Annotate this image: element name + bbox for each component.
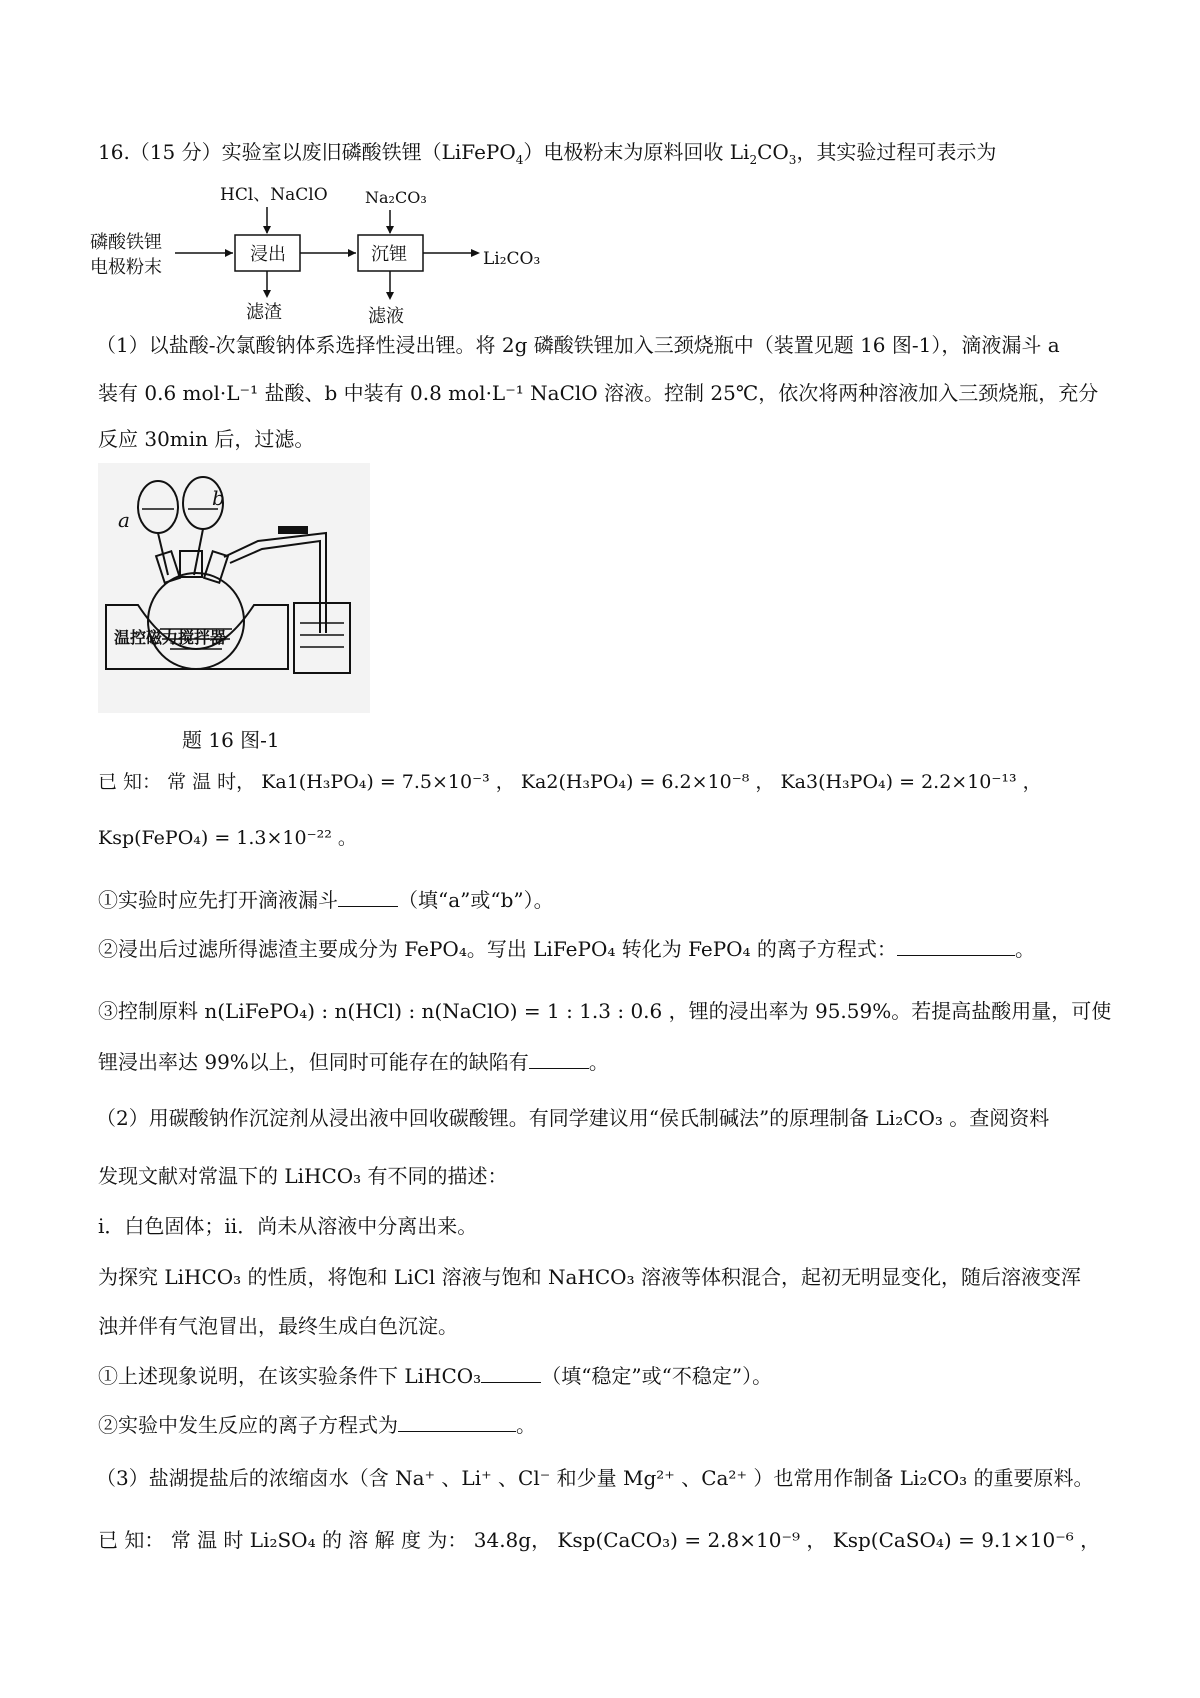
- q1-item2: ②浸出后过滤所得滤渣主要成分为 FePO₄。写出 LiFePO₄ 转化为 FePO₄ 的离子方程式： 。: [98, 937, 1035, 961]
- part3-line1: （3）盐湖提盐后的浓缩卤水（含 Na⁺ 、Li⁺ 、Cl⁻ 和少量 Mg²⁺ 、Ca²⁺ ）也常用作制备 Li₂CO₃ 的重要原料。: [96, 1466, 1094, 1490]
- flow-residue1: 滤渣: [246, 302, 282, 323]
- flow-residue2: 滤液: [368, 306, 404, 327]
- flow-input-line1: 磷酸铁锂: [90, 232, 162, 253]
- stirrer-label: 温控磁力搅拌器: [114, 628, 227, 647]
- answer-blank-3[interactable]: [529, 1050, 589, 1069]
- answer-blank-2[interactable]: [897, 937, 1015, 956]
- part2-q1: ①上述现象说明，在该实验条件下 LiHCO₃ （填“稳定”或“不稳定”）。: [98, 1364, 773, 1388]
- answer-blank-1[interactable]: [338, 888, 398, 907]
- part2-line2: 发现文献对常温下的 LiHCO₃ 有不同的描述：: [98, 1164, 508, 1188]
- q1-item3-line1: ③控制原料 n(LiFePO₄) : n(HCl) : n(NaClO) = 1 : 1.3 : 0.6 ，锂的浸出率为 95.59%。若提高盐酸用量，可使: [98, 999, 1112, 1023]
- answer-blank-5[interactable]: [398, 1413, 516, 1432]
- label-b: b: [212, 486, 225, 510]
- part1-line3: 反应 30min 后，过滤。: [98, 427, 315, 451]
- label-a: a: [118, 508, 130, 532]
- part1-line2: 装有 0.6 mol·L⁻¹ 盐酸、b 中装有 0.8 mol·L⁻¹ NaClO 溶液。控制 25℃，依次将两种溶液加入三颈烧瓶，充分: [98, 381, 1099, 405]
- answer-blank-4[interactable]: [481, 1364, 541, 1383]
- part2-line1: （2）用碳酸钠作沉淀剂从浸出液中回收碳酸锂。有同学建议用“侯氏制碱法”的原理制备 Li₂CO₃ 。查阅资料: [96, 1106, 1050, 1130]
- part2-q2: ②实验中发生反应的离子方程式为 。: [98, 1413, 536, 1437]
- known-constants-line1: 已 知： 常 温 时， Ka1(H₃PO₄) = 7.5×10⁻³ ， Ka2(H₃PO₄) = 6.2×10⁻⁸ ， Ka3(H₃PO₄) = 2.2×10⁻¹³ ，: [98, 771, 1042, 793]
- apparatus-figure: [98, 463, 370, 713]
- part2-line5: 浊并伴有气泡冒出，最终生成白色沉淀。: [98, 1314, 458, 1338]
- part1-line1: （1）以盐酸-次氯酸钠体系选择性浸出锂。将 2g 磷酸铁锂加入三颈烧瓶中（装置见题 16 图-1），滴液漏斗 a: [96, 333, 1060, 357]
- flow-box1-label: 浸出: [250, 244, 286, 265]
- q1-item3-line2: 锂浸出率达 99%以上，但同时可能存在的缺陷有 。: [98, 1050, 609, 1074]
- part3-line2: 已 知： 常 温 时 Li₂SO₄ 的 溶 解 度 为： 34.8g， Ksp(CaCO₃) = 2.8×10⁻⁹ ， Ksp(CaSO₄) = 9.1×10⁻⁶ ，: [98, 1528, 1101, 1552]
- process-flow-diagram: [90, 180, 610, 330]
- flow-reagent1: HCl、NaClO: [220, 185, 328, 205]
- figure-caption: 题 16 图-1: [182, 728, 280, 752]
- question-16-intro: 16.（15 分）实验室以废旧磷酸铁锂（LiFePO$_4$）电极粉末为原料回收 $Li_2CO_3$，其实验过程可表示为: [98, 140, 997, 167]
- flow-output: Li₂CO₃: [483, 249, 541, 269]
- part2-line4: 为探究 LiHCO₃ 的性质，将饱和 LiCl 溶液与饱和 NaHCO₃ 溶液等体积混合，起初无明显变化，随后溶液变浑: [98, 1265, 1081, 1289]
- flow-reagent2: Na₂CO₃: [365, 188, 427, 207]
- flow-box2-label: 沉锂: [371, 244, 407, 265]
- part2-line3: ⅰ．白色固体；ⅱ．尚未从溶液中分离出来。: [98, 1214, 478, 1238]
- q1-item1: ①实验时应先打开滴液漏斗 （填“a”或“b”）。: [98, 888, 554, 912]
- flow-input-line2: 电极粉末: [90, 257, 162, 278]
- known-constants-line2: Ksp(FePO₄) = 1.3×10⁻²² 。: [98, 827, 357, 849]
